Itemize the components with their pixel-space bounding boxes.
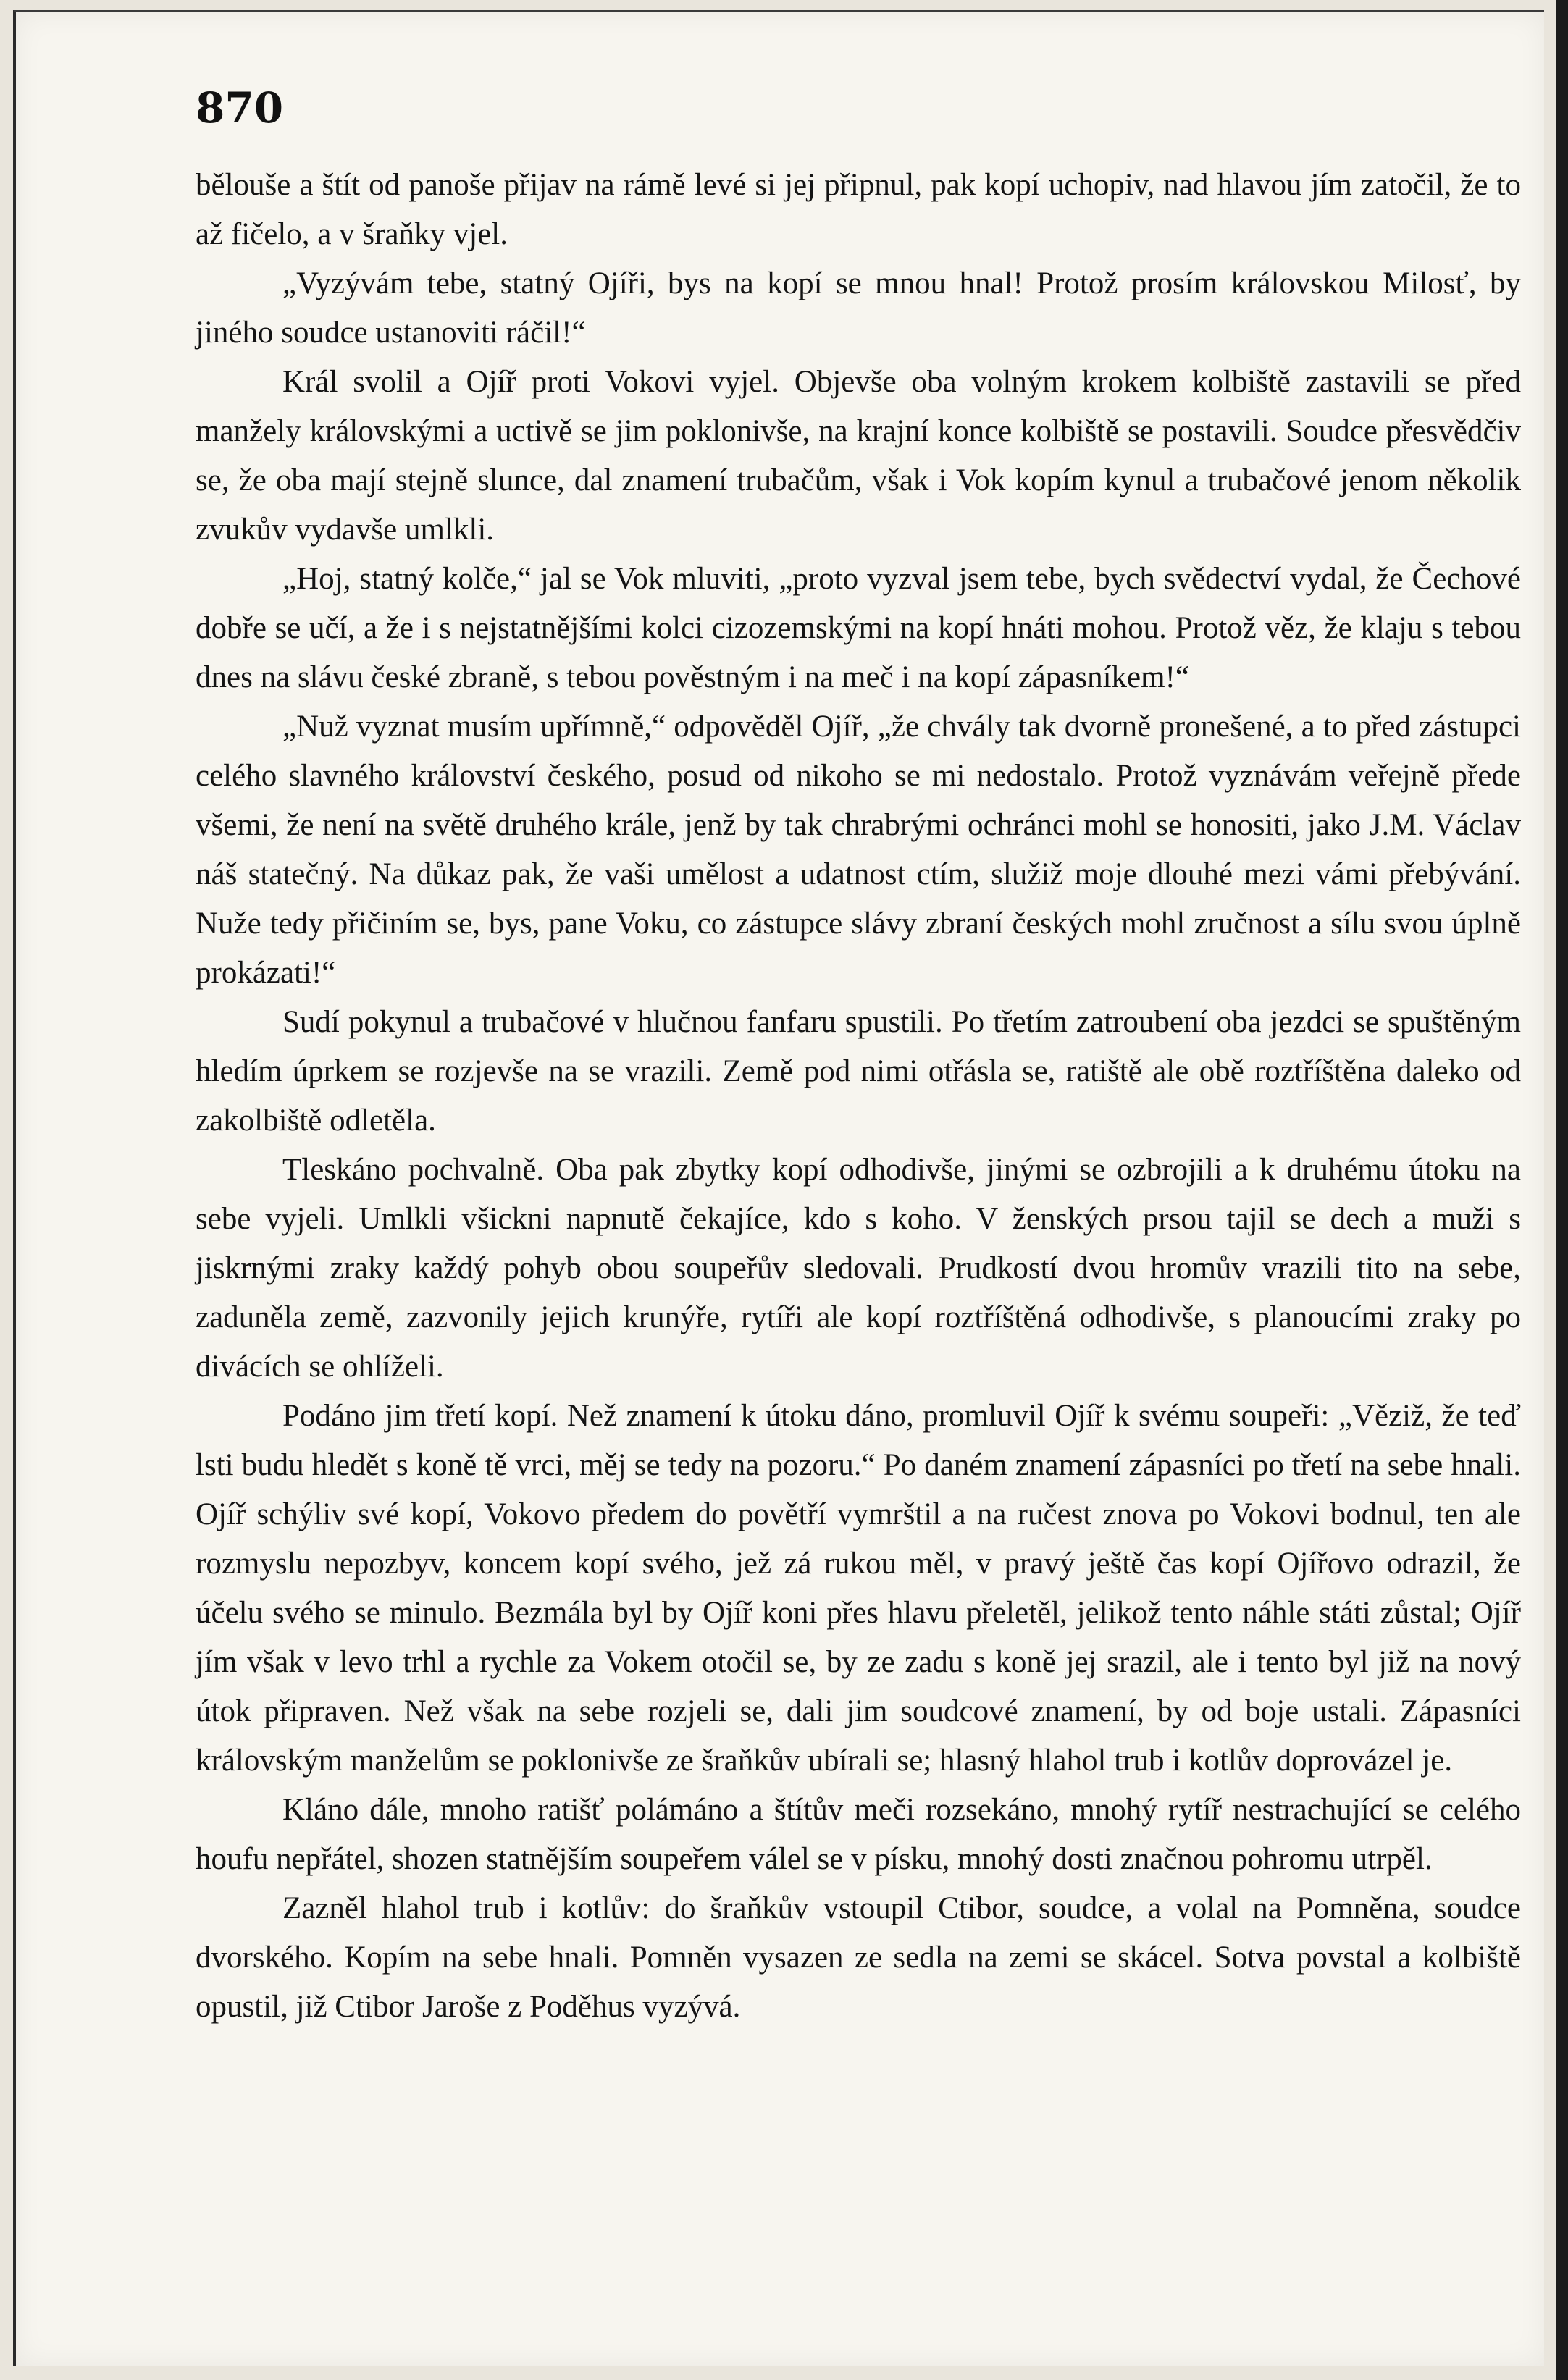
binding-edge [1556, 0, 1568, 2380]
paragraph-6: Sudí pokynul a trubačové v hlučnou fanfaru spustili. Po třetím zatroubení oba jezdci se spuštěným hledím úprkem se rozjevše na se vrazili. Země pod nimi otřásla se, ratiště ale obě roztříštěna daleko od zakolbiště odletěla. [196, 1005, 1521, 1138]
paragraph-7: Tleskáno pochvalně. Oba pak zbytky kopí odhodivše, jinými se ozbrojili a k druhému útoku na sebe vyjeli. Umlkli všickni napnutě čekajíce, kdo s koho. V ženských prsou tajil se dech a muži s jiskrnými zraky každý pohyb obou soupeřův sledovali. Prudkostí dvou hromův vrazili tito na sebe, zaduněla země, zazvonily jejich krunýře, rytíři ale kopí roztříštěná odhodivše, s planoucími zraky po divácích se ohlíželi. [196, 1153, 1521, 1384]
paragraph-9: Kláno dále, mnoho ratišť polámáno a štítův meči rozsekáno, mnohý rytíř nestrachující se celého houfu nepřátel, shozen statnějším soupeřem válel se v písku, mnohý dosti značnou pohromu utrpěl. [196, 1793, 1521, 1876]
paragraph-2: „Vyzývám tebe, statný Ojíři, bys na kopí se mnou hnal! Protož prosím královskou Milosť, by jiného soudce ustanoviti ráčil!“ [196, 266, 1521, 350]
paragraph-8: Podáno jim třetí kopí. Než znamení k útoku dáno, promluvil Ojíř k svému soupeři: „Věziž, že teď lsti budu hledět s koně tě vrci, měj se tedy na pozoru.“ Po daném znamení zápasníci po třetí na sebe hnali. Ojíř schýliv své kopí, Vokovo předem do povětří vymrštil a na ručest znova po Vokovi bodnul, ten ale rozmyslu nepozbyv, koncem kopí svého, jež zá rukou měl, v pravý ještě čas kopí Ojířovo odrazil, že účelu svého se minulo. Bezmála byl by Ojíř koni přes hlavu přeletěl, jelikož tento náhle státi zůstal; Ojíř jím však v levo trhl a rychle za Vokem otočil se, by ze zadu s koně jej srazil, ale i tento byl již na nový útok připraven. Než však na sebe rozjeli se, dali jim soudcové znamení, by od boje ustali. Zápasníci královským manželům se poklonivše ze šraňkův ubírali se; hlasný hlahol trub i kotlův doprovázel je. [196, 1399, 1521, 1778]
paragraph-4: „Hoj, statný kolče,“ jal se Vok mluviti, „proto vyzval jsem tebe, bych svědectví vydal, že Čechové dobře se učí, a že i s nejstatnějšími kolci cizozemskými na kopí hnáti mohou. Protož věz, že klaju s tebou dnes na slávu české zbraně, s tebou pověstným i na meč i na kopí zápasníkem!“ [196, 562, 1521, 694]
body-text [196, 161, 1521, 2032]
page-sheet [13, 10, 1544, 2366]
paragraph-10: Zazněl hlahol trub i kotlův: do šraňkův vstoupil Ctibor, soudce, a volal na Pomněna, soudce dvorského. Kopím na sebe hnali. Pomněn vysazen ze sedla na zemi se skácel. Sotva povstal a kolbiště opustil, již Ctibor Jaroše z Poděhus vyzývá. [196, 1891, 1521, 2024]
paragraph-5: „Nuž vyznat musím upřímně,“ odpověděl Ojíř, „že chvály tak dvorně pronešené, a to před zástupci celého slavného království českého, posud od nikoho se mi nedostalo. Protož vyznávám veřejně přede všemi, že není na světě druhého krále, jenž by tak chrabrými ochránci mohl se honositi, jako J.M. Václav náš statečný. Na důkaz pak, že vaši umělost a udatnost ctím, služiž moje dlouhé mezi vámi přebývání. Nuže tedy přičiním se, bys, pane Voku, co zástupce slávy zbraní českých mohl zručnost a sílu svou úplně prokázati!“ [196, 710, 1521, 990]
page-number: 870 [196, 83, 284, 133]
paragraph-1: bělouše a štít od panoše přijav na rámě levé si jej připnul, pak kopí uchopiv, nad hlavou jím zatočil, že to až fičelo, a v šraňky vjel. [196, 168, 1521, 251]
paragraph-3: Král svolil a Ojíř proti Vokovi vyjel. Objevše oba volným krokem kolbiště zastavili se před manžely královskými a uctivě se jim poklonivše, na krajní konce kolbiště se postavili. Soudce přesvědčiv se, že oba mají stejně slunce, dal znamení trubačům, však i Vok kopím kynul a trubačové jenom několik zvukův vydavše umlkli. [196, 365, 1521, 547]
